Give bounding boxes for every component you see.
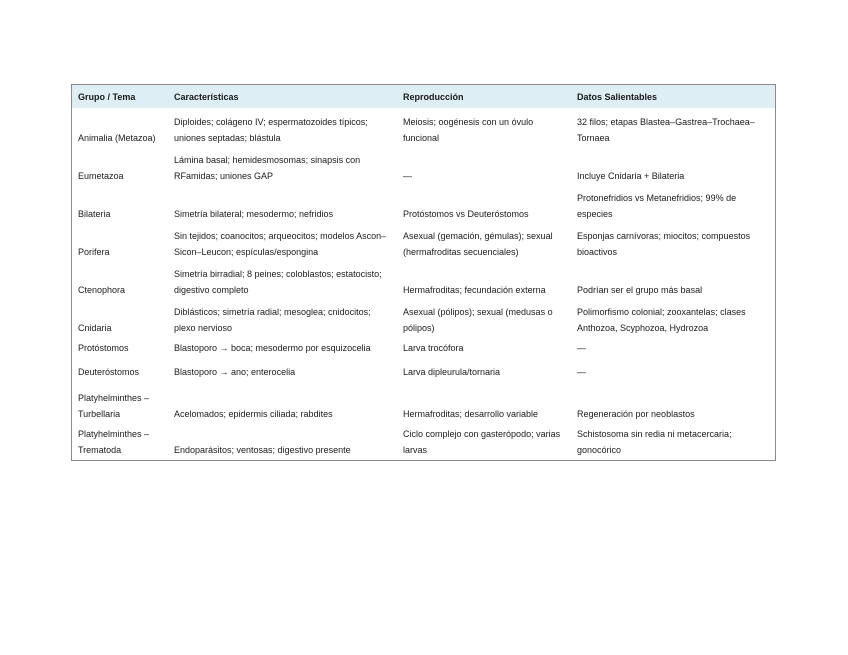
- cell-datos: Regeneración por neoblastos: [577, 409, 695, 419]
- cell-reproduccion: Larva trocófora: [403, 343, 464, 353]
- table-row: [72, 384, 775, 422]
- header-row: [72, 85, 775, 108]
- cell-datos: Esponjas carnívoras; miocitos; compuestos bioactivos: [577, 231, 751, 257]
- cell-caracteristicas: Diploides; colágeno IV; espermatozoides típicos; uniones septadas; blástula: [174, 117, 368, 143]
- cell-grupo: Cnidaria: [78, 323, 112, 333]
- table-row: [72, 146, 775, 184]
- cell-grupo: Deuteróstomos: [78, 367, 140, 377]
- table-row: [72, 336, 775, 360]
- cell-caracteristicas: Diblásticos; simetría radial; mesoglea; cnidocitos; plexo nervioso: [174, 307, 371, 333]
- cell-datos: 32 filos; etapas Blastea–Gastrea–Trochaea–Tornaea: [577, 117, 755, 143]
- cell-caracteristicas: Lámina basal; hemidesmosomas; sinapsis con RFamidas; uniones GAP: [174, 155, 361, 181]
- cell-caracteristicas: Simetría birradial; 8 peines; coloblastos; estatocisto; digestivo completo: [174, 269, 382, 295]
- header-grupo: Grupo / Tema: [78, 91, 136, 102]
- table-row: [72, 260, 775, 298]
- cell-reproduccion: —: [403, 171, 412, 181]
- table-row: [72, 422, 775, 460]
- table-row: [72, 108, 775, 146]
- header-reproduccion: Reproducción: [403, 91, 464, 102]
- table-row: [72, 222, 775, 260]
- cell-grupo: Animalia (Metazoa): [78, 133, 156, 143]
- cell-grupo: Platyhelminthes – Turbellaria: [78, 393, 150, 419]
- cell-grupo: Protóstomos: [78, 343, 129, 353]
- cell-caracteristicas: Blastoporo → boca; mesodermo por esquizocelia: [174, 343, 371, 353]
- cell-caracteristicas: Simetría bilateral; mesodermo; nefridios: [174, 209, 334, 219]
- cell-reproduccion: Meiosis; oogénesis con un óvulo funcional: [403, 117, 534, 143]
- cell-datos: Podrían ser el grupo más basal: [577, 285, 703, 295]
- cell-datos: Schistosoma sin redia ni metacercaria; gonocórico: [577, 429, 732, 455]
- data-table: [72, 85, 775, 460]
- header-datos: Datos Salientables: [577, 91, 658, 102]
- cell-reproduccion: Hermafroditas; fecundación externa: [403, 285, 546, 295]
- cell-grupo: Ctenophora: [78, 285, 126, 295]
- cell-datos: Protonefridios vs Metanefridios; 99% de especies: [577, 193, 737, 219]
- cell-datos: —: [577, 367, 586, 377]
- table-row: [72, 184, 775, 222]
- cell-grupo: Bilateria: [78, 209, 111, 219]
- cell-caracteristicas: Blastoporo → ano; enterocelia: [174, 367, 296, 377]
- zoology-summary-table: [71, 84, 776, 461]
- cell-reproduccion: Ciclo complejo con gasterópodo; varias larvas: [403, 429, 561, 455]
- cell-reproduccion: Protóstomos vs Deuteróstomos: [403, 209, 529, 219]
- cell-grupo: Porifera: [78, 247, 110, 257]
- cell-grupo: Eumetazoa: [78, 171, 124, 181]
- table-body: [72, 108, 775, 460]
- table-header: [72, 85, 775, 108]
- cell-datos: Polimorfismo colonial; zooxantelas; clases Anthozoa, Scyphozoa, Hydrozoa: [577, 307, 746, 333]
- cell-caracteristicas: Endoparásitos; ventosas; digestivo presente: [174, 445, 351, 455]
- cell-reproduccion: Asexual (pólipos); sexual (medusas o pólipos): [403, 307, 553, 333]
- table-row: [72, 360, 775, 384]
- cell-caracteristicas: Acelomados; epidermis ciliada; rabdites: [174, 409, 333, 419]
- cell-reproduccion: Asexual (gemación, gémulas); sexual (hermafroditas secuenciales): [403, 231, 553, 257]
- cell-grupo: Platyhelminthes – Trematoda: [78, 429, 150, 455]
- cell-caracteristicas: Sin tejidos; coanocitos; arqueocitos; modelos Ascon–Sicon–Leucon; espículas/espongina: [174, 231, 387, 257]
- cell-datos: —: [577, 343, 586, 353]
- table-row: [72, 298, 775, 336]
- cell-reproduccion: Hermafroditas; desarrollo variable: [403, 409, 539, 419]
- cell-reproduccion: Larva dipleurula/tornaria: [403, 367, 501, 377]
- cell-datos: Incluye Cnidaria + Bilateria: [577, 171, 685, 181]
- header-caracteristicas: Características: [174, 91, 239, 102]
